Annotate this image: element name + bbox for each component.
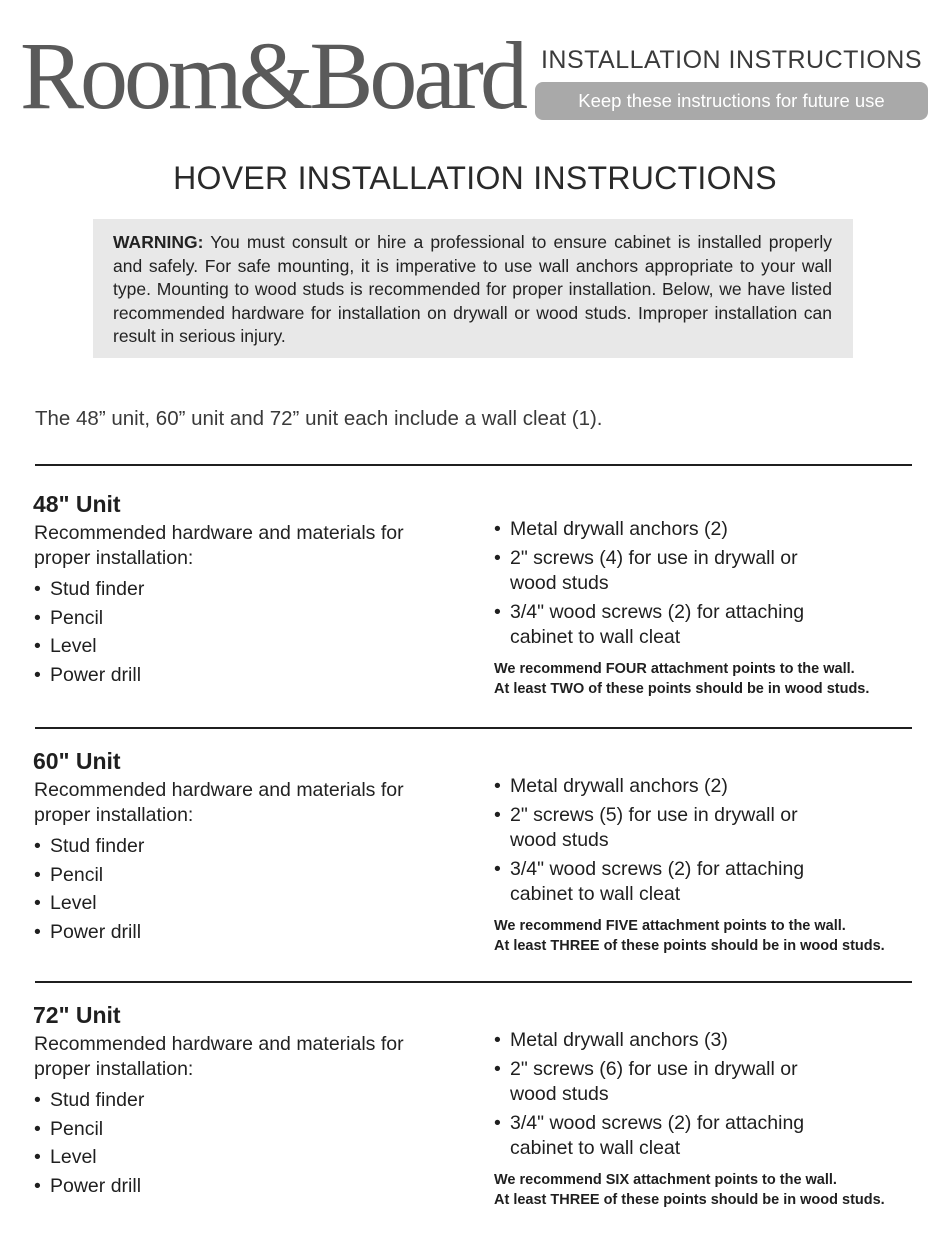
list-item: • 3/4" wood screws (2) for attaching cabinet to wall cleat [494,857,834,908]
intro-text: The 48” unit, 60” unit and 72” unit each include a wall cleat (1). [35,407,603,430]
note-line: At least THREE of these points should be in wood studs. [494,1192,885,1208]
note-line: At least THREE of these points should be in wood studs. [494,938,885,954]
warning-box [93,219,853,358]
list-item: • 2" screws (6) for use in drywall or wood studs [494,1057,834,1108]
list-item: • Stud finder [34,1086,144,1115]
keep-instructions-badge: Keep these instructions for future use [535,82,928,120]
divider [35,981,912,983]
list-item: • 2" screws (5) for use in drywall or wood studs [494,803,834,854]
list-item: • 3/4" wood screws (2) for attaching cabinet to wall cleat [494,600,834,651]
hardware-list [494,1028,834,1165]
list-item: • Pencil [34,1115,144,1144]
page-title: HOVER INSTALLATION INSTRUCTIONS [173,160,777,196]
list-item: • Power drill [34,661,144,690]
brand-logo: Room&Board [20,22,524,129]
recommendation-text: Recommended hardware and materials for proper installation: [34,1033,404,1080]
unit-title: 48" Unit [33,491,121,517]
list-item: • Metal drywall anchors (2) [494,517,834,543]
unit-section-48 [0,491,950,731]
list-item: • Stud finder [34,832,144,861]
hardware-list [494,517,834,654]
list-item: • 2" screws (4) for use in drywall or wood studs [494,546,834,597]
attachment-note [494,916,885,956]
divider [35,464,912,466]
hardware-list [494,774,834,911]
installation-instructions-heading: INSTALLATION INSTRUCTIONS [540,46,923,74]
list-item: • Power drill [34,918,144,947]
unit-title: 72" Unit [33,1002,121,1028]
warning-text: You must consult or hire a professional to ensure cabinet is installed properly and safely. For safe mounting, it is imperative to use wall anchors appropriate to your wall type. Mounting to wood studs is recommended for proper installation. Below, we have listed recommended hardware for installation on drywall or wood studs. Improper installation can result in serious injury. [113,232,833,346]
attachment-note [494,659,869,699]
attachment-note [494,1170,885,1210]
unit-title: 60" Unit [33,748,121,774]
note-line: We recommend FIVE attachment points to the wall. [494,918,846,934]
recommendation-text: Recommended hardware and materials for proper installation: [34,522,404,569]
list-item: • Metal drywall anchors (3) [494,1028,834,1054]
tools-list [34,832,144,947]
note-line: At least TWO of these points should be in wood studs. [494,681,870,697]
list-item: • Metal drywall anchors (2) [494,774,834,800]
divider [35,727,912,729]
recommendation-text: Recommended hardware and materials for proper installation: [34,779,404,826]
note-line: We recommend SIX attachment points to the wall. [494,1172,837,1188]
tools-list [34,575,144,690]
unit-section-60 [0,748,950,988]
note-line: We recommend FOUR attachment points to the wall. [494,661,855,677]
list-item: • Stud finder [34,575,144,604]
list-item: • Level [34,889,144,918]
list-item: • Pencil [34,604,144,633]
tools-list [34,1086,144,1201]
list-item: • Pencil [34,861,144,890]
list-item: • Power drill [34,1172,144,1201]
list-item: • Level [34,1143,144,1172]
list-item: • Level [34,632,144,661]
warning-label: WARNING: [113,232,204,252]
unit-section-72 [0,1002,950,1242]
list-item: • 3/4" wood screws (2) for attaching cabinet to wall cleat [494,1111,834,1162]
